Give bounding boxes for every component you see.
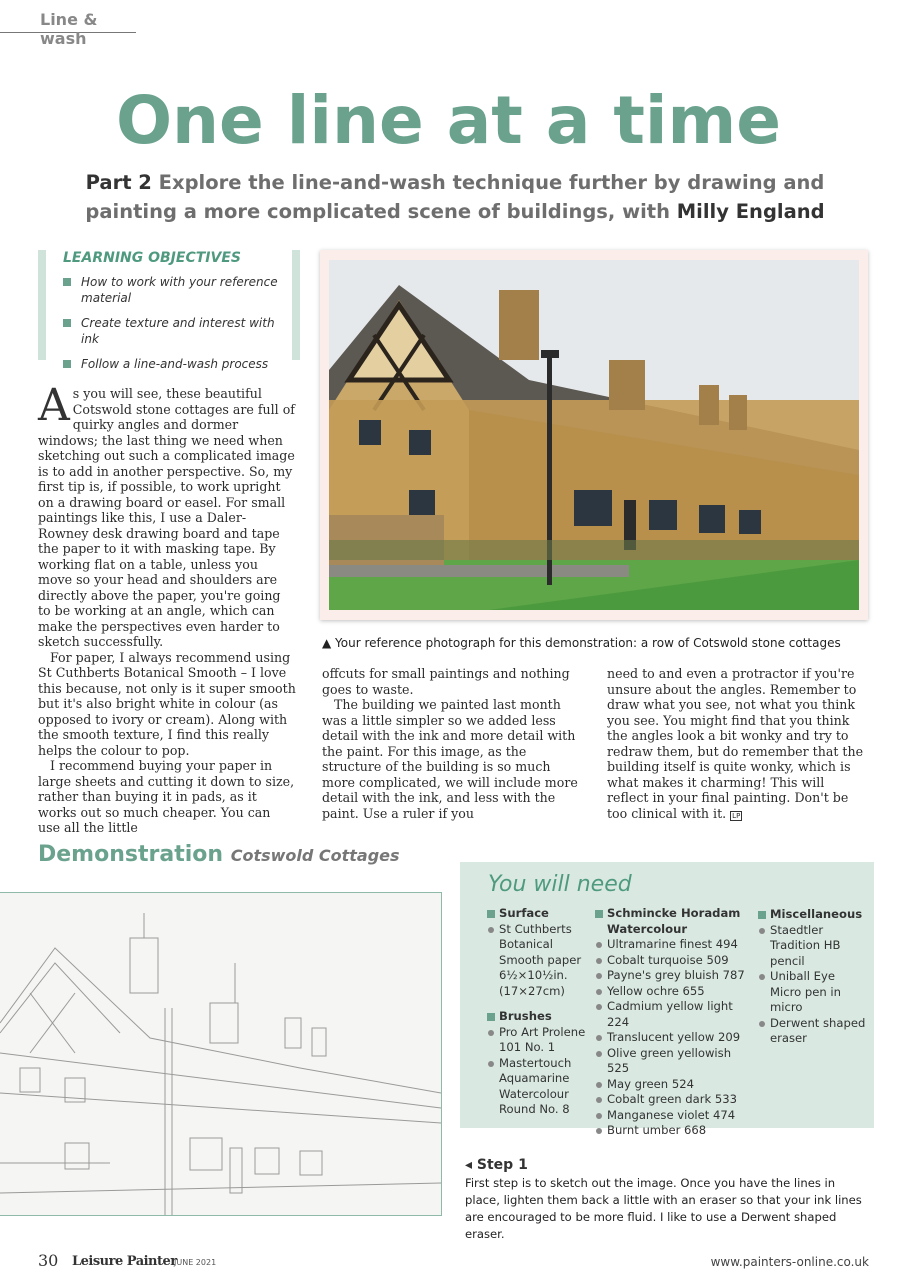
square-bullet-icon: [595, 910, 603, 918]
dot-bullet-icon: [759, 974, 765, 980]
dot-bullet-icon: [596, 1128, 602, 1134]
square-bullet-icon: [758, 911, 766, 919]
need-category: Schmincke Horadam Watercolour: [595, 906, 755, 937]
subtitle-part: Part 2: [85, 171, 152, 194]
learning-objectives-box: [38, 250, 300, 371]
dot-bullet-icon: [488, 927, 494, 933]
article-subtitle: [80, 168, 830, 226]
square-bullet-icon: [63, 278, 71, 286]
dot-bullet-icon: [596, 942, 602, 948]
need-item: May green 524: [595, 1077, 755, 1093]
need-item: St Cuthberts Botanical Smooth paper 6½×10½in. (17×27cm): [487, 922, 587, 1000]
need-column-3: [758, 903, 868, 1047]
dot-bullet-icon: [596, 1035, 602, 1041]
need-item: Payne's grey bluish 787: [595, 968, 755, 984]
dot-bullet-icon: [759, 1021, 765, 1027]
demonstration-subtitle: Cotswold Cottages: [230, 846, 400, 865]
body-column-2: [322, 666, 584, 821]
dot-bullet-icon: [596, 1097, 602, 1103]
need-item: Translucent yellow 209: [595, 1030, 755, 1046]
reference-photo: [329, 260, 859, 610]
demonstration-heading: [38, 842, 458, 867]
need-list: [487, 922, 587, 1000]
need-item: Derwent shaped eraser: [758, 1016, 868, 1047]
need-item: Uniball Eye Micro pen in micro: [758, 969, 868, 1016]
need-item: Olive green yellowish 525: [595, 1046, 755, 1077]
objectives-heading: LEARNING OBJECTIVES: [63, 250, 241, 266]
need-item: Pro Art Prolene 101 No. 1: [487, 1025, 587, 1056]
dot-bullet-icon: [759, 928, 765, 934]
dot-bullet-icon: [488, 1061, 494, 1067]
section-tag-label: Line & wash: [40, 10, 98, 48]
need-category: Miscellaneous: [758, 907, 868, 923]
objective-item: Create texture and interest with ink: [63, 315, 293, 347]
need-item: Yellow ochre 655: [595, 984, 755, 1000]
need-item: Manganese violet 474: [595, 1108, 755, 1124]
subtitle-author: Milly England: [676, 200, 825, 223]
section-tag: [0, 8, 136, 48]
body-paragraph: The building we painted last month was a little simpler so we added less detail with the ink and more detail with the paint. For this image, as the structure of the building is so much more complicated, we will include more detail with the ink, and less with the paint. Use a ruler if you: [322, 697, 578, 821]
need-category: Surface: [487, 906, 587, 922]
dot-bullet-icon: [596, 1004, 602, 1010]
page-number: 30: [38, 1251, 59, 1270]
objective-item: How to work with your reference material: [63, 274, 293, 306]
magazine-logo: Leisure Painter: [72, 1254, 177, 1269]
dot-bullet-icon: [596, 989, 602, 995]
need-item: Mastertouch Aquamarine Watercolour Round No. 8: [487, 1056, 587, 1118]
dot-bullet-icon: [596, 1051, 602, 1057]
need-item: Ultramarine finest 494: [595, 937, 755, 953]
need-item: Cobalt turquoise 509: [595, 953, 755, 969]
reference-photo-frame: [320, 250, 868, 620]
step1-title: ◂ Step 1: [465, 1157, 528, 1173]
square-bullet-icon: [487, 910, 495, 918]
dot-bullet-icon: [596, 1113, 602, 1119]
body-paragraph: For paper, I always recommend using St Cuthberts Botanical Smooth – I love this because, not only is it super smooth but it's also bright white in colour (as opposed to ivory or cream). Along with the smooth texture, I find this really helps the colour to pop.: [38, 649, 296, 758]
body-paragraph: need to and even a protractor if you're unsure about the angles. Remember to draw what you see, not what you think you see. You might find that you think the angles look a bit wonky and try to redraw them, but do remember that the building itself is quite wonky, which is what makes it charming! This will reflect in your final painting. Don't be too clinical with it. LP: [607, 666, 864, 821]
dot-bullet-icon: [488, 1030, 494, 1036]
need-list: [595, 937, 755, 1139]
need-list: [758, 923, 868, 1047]
square-bullet-icon: [63, 319, 71, 327]
dot-bullet-icon: [596, 958, 602, 964]
need-item: Staedtler Tradition HB pencil: [758, 923, 868, 970]
need-item: Cadmium yellow light 224: [595, 999, 755, 1030]
step1-sketch-image: [0, 892, 442, 1216]
objectives-list: [63, 274, 293, 381]
body-paragraph: I recommend buying your paper in large sheets and cutting it down to size, rather than buying it in pads, as it works out so much cheaper. You can use all the little: [38, 758, 295, 835]
subtitle-text: Explore the line-and-wash technique further by drawing and painting a more complicated scene of buildings, with: [85, 171, 825, 223]
need-list: [487, 1025, 587, 1118]
drop-cap: A: [38, 380, 70, 431]
square-bullet-icon: [487, 1013, 495, 1021]
need-column-2: [595, 902, 755, 1139]
need-item: Burnt umber 668: [595, 1123, 755, 1139]
body-paragraph: offcuts for small paintings and nothing goes to waste.: [322, 666, 570, 697]
objective-item: Follow a line-and-wash process: [63, 356, 293, 372]
demonstration-title: Demonstration: [38, 842, 224, 867]
dot-bullet-icon: [596, 1082, 602, 1088]
website-url: www.painters-online.co.uk: [710, 1255, 869, 1269]
photo-caption: ▲ Your reference photograph for this demonstration: a row of Cotswold stone cottages: [322, 636, 841, 650]
need-column-1: [487, 902, 587, 1118]
square-bullet-icon: [63, 360, 71, 368]
dot-bullet-icon: [596, 973, 602, 979]
cottages-photo-illustration: [329, 260, 859, 610]
need-category: Brushes: [487, 1009, 587, 1025]
body-column-1: [38, 380, 296, 836]
pencil-sketch-illustration: [0, 893, 441, 1215]
end-mark-icon: LP: [732, 811, 741, 820]
issue-date: JUNE 2021: [174, 1258, 217, 1267]
need-item: Cobalt green dark 533: [595, 1092, 755, 1108]
body-paragraph: As you will see, these beautiful Cotswold stone cottages are full of quirky angles and dormer windows; the last thing we need when sketching out such a complicated image is to add in another perspective. So, my first tip is, if possible, to work upright on a drawing board or easel. For small paintings like this, I use a Daler-Rowney desk drawing board and tape the paper to it with masking tape. By working flat on a table, unless you move so your head and shoulders are directly above the paper, you're going to be working at an angle, which can make the perspectives even harder to sketch successfully.: [38, 380, 295, 649]
you-will-need-title: You will need: [488, 872, 632, 897]
article-title: One line at a time: [115, 82, 782, 159]
body-column-3: [607, 666, 869, 824]
step1-text: First step is to sketch out the image. Once you have the lines in place, lighten them back a little with an eraser so that your ink lines are encouraged to be more fluid. I like to use a Derwent shaped eraser.: [465, 1176, 862, 1241]
